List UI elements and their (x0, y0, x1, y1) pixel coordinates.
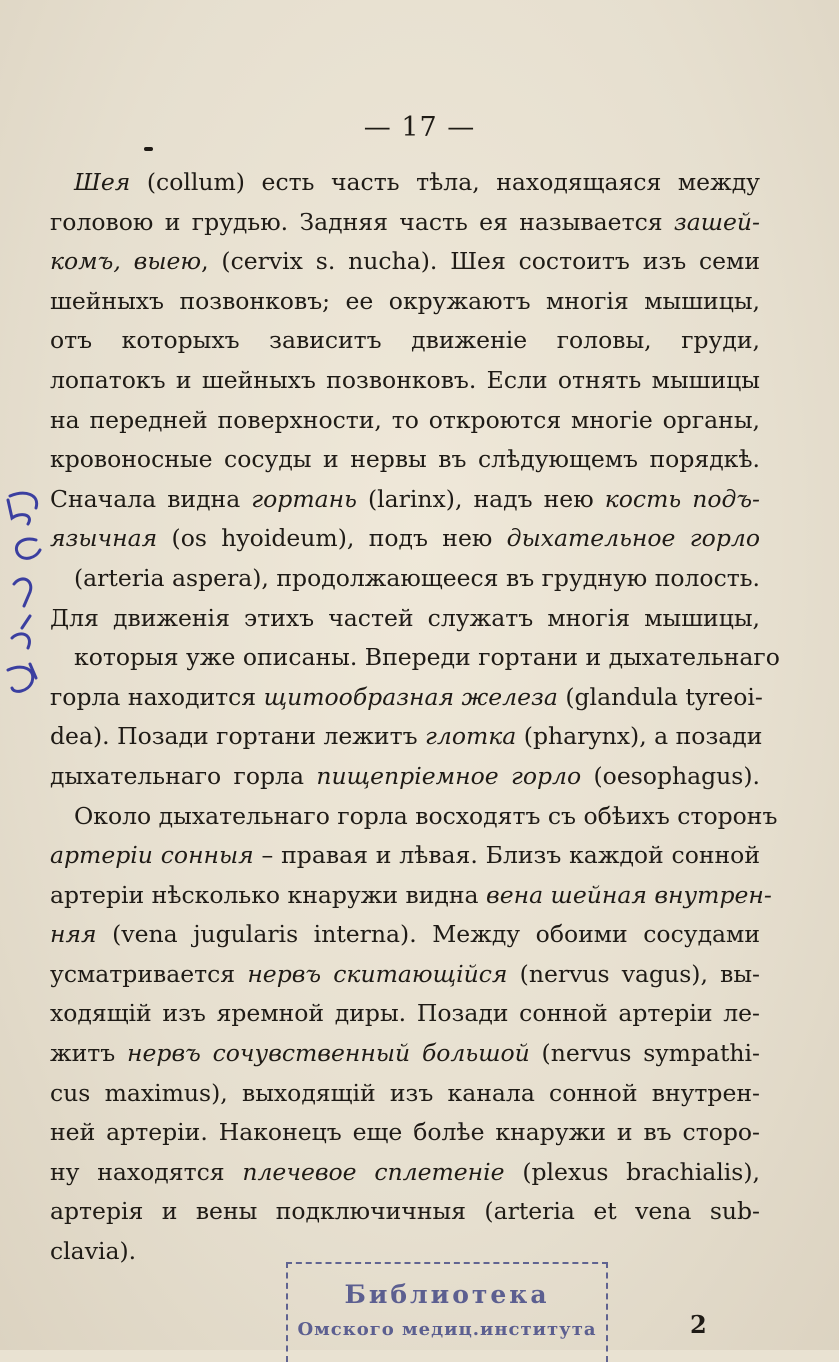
text-line (50, 163, 760, 203)
text-run: clavia). (50, 1237, 137, 1266)
text-run: артеріи нѣсколько кнаружи видна (50, 880, 487, 909)
italic-term: нервъ сочувственный большой (127, 1039, 530, 1068)
text-run: ну находятся (50, 1157, 243, 1186)
text-line (50, 599, 760, 639)
text-line (50, 401, 760, 441)
italic-term: нервъ скитающійся (247, 959, 508, 988)
text-line (50, 915, 760, 955)
text-line (50, 1074, 760, 1114)
text-line (50, 282, 760, 322)
text-run: cus maximus), выходящій изъ канала сонной внутрен- (50, 1078, 760, 1107)
italic-term: вена шейная внутрен- (486, 880, 772, 909)
text-run: горла находится (50, 682, 264, 711)
text-line (50, 1192, 760, 1232)
stamp-library-name: Библиотека (344, 1280, 550, 1309)
signature-mark: 2 (690, 1310, 707, 1339)
italic-term: пищепріемное горло (316, 761, 582, 790)
text-line (50, 836, 760, 876)
ink-speck (144, 147, 153, 151)
text-run: dea). Позади гортани лежитъ (50, 722, 425, 751)
text-run: , (cervix s. nucha). Шея состоитъ изъ семи (201, 247, 761, 276)
italic-term: кость подъ- (604, 484, 760, 513)
text-run: (os hyoideum), подъ нею (157, 524, 507, 553)
text-run: артерія и вены подключичныя (arteria et vena sub- (50, 1197, 760, 1226)
text-line (50, 994, 760, 1034)
text-run: отъ которыхъ зависитъ движеніе головы, груди, (50, 326, 760, 355)
text-run: (pharynx), а позади (516, 722, 763, 751)
body-text (50, 163, 780, 1272)
text-line (50, 203, 760, 243)
text-line (50, 519, 760, 559)
stamp-institution: Омского медиц.института (297, 1319, 597, 1340)
page-number: — 17 — (363, 112, 476, 143)
text-line (50, 757, 760, 797)
italic-term: щитообразная железа (263, 682, 558, 711)
italic-term: плечевое сплетеніе (242, 1157, 505, 1186)
text-line (50, 559, 760, 599)
italic-term: Шея (74, 168, 131, 196)
text-run: (nervus vagus), вы- (507, 959, 760, 988)
text-line (50, 797, 778, 837)
text-run: лопатокъ и шейныхъ позвонковъ. Если отнять мышицы (50, 365, 760, 394)
text-run: (oesophagus). (581, 761, 761, 790)
text-run: (plexus brachialis), (504, 1157, 760, 1186)
text-line (50, 1153, 760, 1193)
text-run: Около дыхательнаго горла восходятъ съ обѣихъ сторонъ (74, 801, 778, 830)
text-line (50, 1034, 760, 1074)
text-run: (collum) есть часть тѣла, находящаяся между (130, 168, 760, 196)
text-run: (glandula tyreoi- (557, 682, 763, 711)
text-run: (larinx), надъ нею (356, 484, 605, 513)
italic-term: гортань (251, 484, 357, 513)
text-line (50, 1113, 760, 1153)
text-run: ходящій изъ яремной диры. Позади сонной артеріи ле- (50, 999, 760, 1028)
text-line (50, 717, 763, 757)
library-stamp (286, 1262, 608, 1362)
text-line (50, 321, 760, 361)
text-line (50, 876, 772, 916)
text-run: дыхательнаго горла (50, 761, 317, 790)
text-line (50, 480, 760, 520)
text-line (50, 638, 780, 678)
text-line (50, 678, 763, 718)
text-run: (arteria aspera), продолжающееся въ грудную полость. (74, 563, 761, 592)
italic-term: няя (50, 920, 97, 949)
text-run: – правая и лѣвая. Близъ каждой сонной (253, 841, 760, 870)
text-run: Сначала видна (50, 484, 252, 513)
text-run: ней артеріи. Наконецъ еще болѣе кнаружи и въ сторо- (50, 1118, 760, 1147)
italic-term: глотка (425, 722, 517, 751)
italic-term: артеріи сонныя (50, 841, 254, 870)
text-run: шейныхъ позвонковъ; ее окружаютъ многія мышицы, (50, 286, 760, 315)
text-line (50, 242, 760, 282)
text-run: кровоносные сосуды и нервы въ слѣдующемъ порядкѣ. (50, 445, 760, 474)
text-run: головою и грудью. Задняя часть ея называется (50, 207, 674, 236)
text-run: на передней поверхности, то откроются многіе органы, (50, 405, 760, 434)
text-line (50, 440, 760, 480)
handwritten-margin-marks (0, 488, 50, 718)
italic-term: дыхательное горло (506, 524, 760, 553)
text-line (50, 361, 760, 401)
text-run: которыя уже описаны. Впереди гортани и дыхательнаго (74, 643, 780, 672)
italic-term: язычная (50, 524, 158, 553)
text-run: житъ (50, 1039, 128, 1068)
text-run: Для движенія этихъ частей служатъ многія мышицы, (50, 603, 760, 632)
italic-term: комъ, выею (50, 247, 202, 276)
text-run: (nervus sympathi- (529, 1039, 760, 1068)
text-line (50, 955, 760, 995)
text-run: усматривается (50, 959, 248, 988)
text-run: (vena jugularis interna). Между обоими сосудами (96, 920, 760, 949)
italic-term: зашей- (673, 207, 760, 236)
